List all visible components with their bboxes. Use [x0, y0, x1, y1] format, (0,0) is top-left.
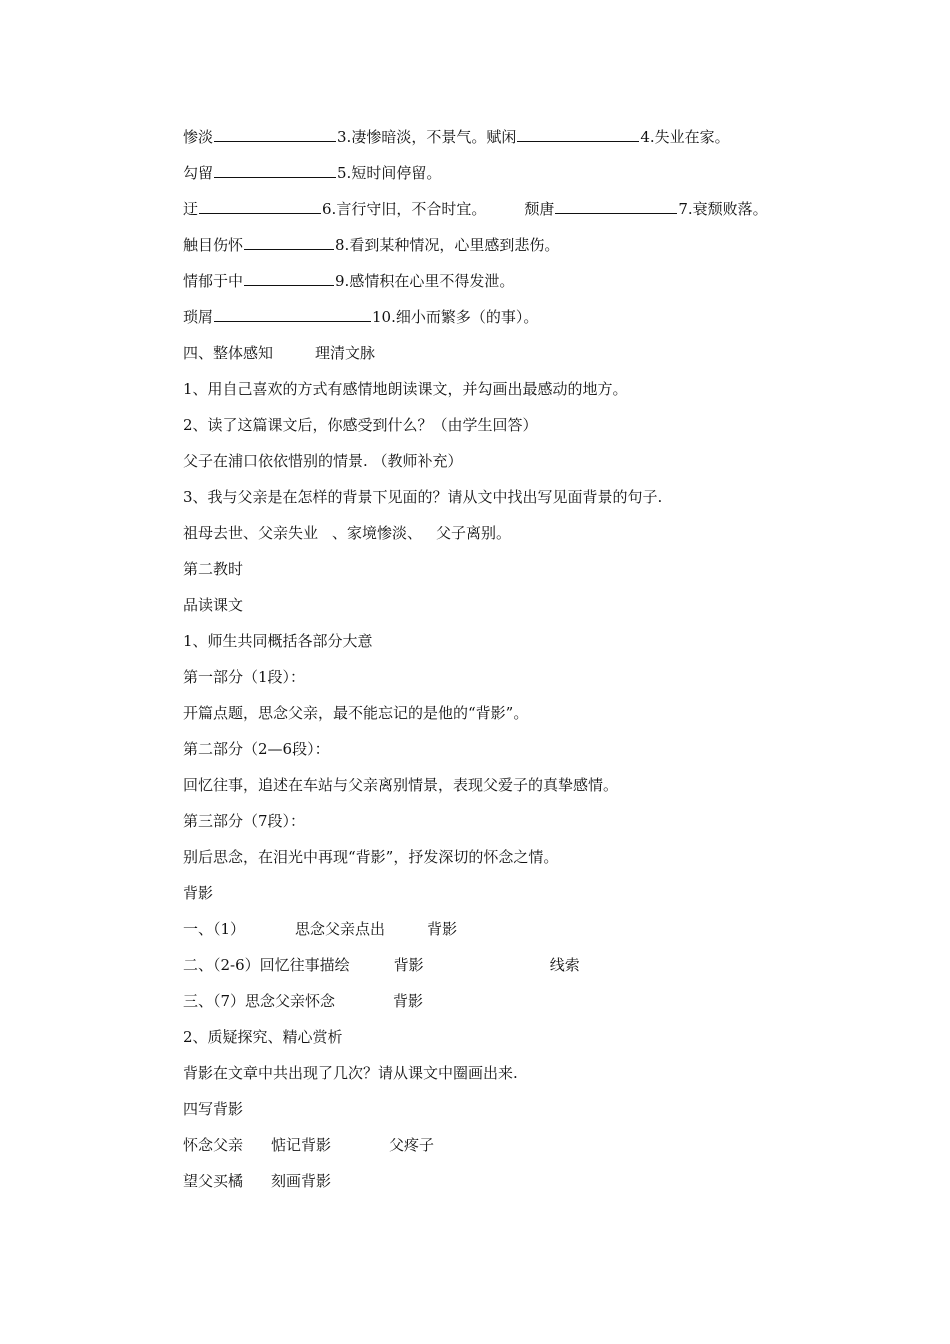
- vocab-term: 赋闲: [486, 128, 517, 146]
- outline-cell: 三、（7）思念父亲怀念: [183, 992, 336, 1010]
- vocab-definition: 4.失业在家。: [640, 128, 730, 146]
- outline-row-2: [183, 955, 580, 975]
- vocab-definition: 6.言行守旧，不合时宜。: [322, 200, 487, 218]
- outline-cell: 一、（1）: [183, 920, 246, 938]
- answer-2: 父子在浦口依依惜别的情景. （教师补充）: [183, 452, 463, 470]
- fill-blank[interactable]: [555, 199, 677, 214]
- fill-blank[interactable]: [214, 127, 336, 142]
- vocab-term: 迂: [183, 200, 199, 218]
- outline-cell: 线索: [549, 956, 580, 974]
- section-title-part: 理清文脉: [315, 344, 376, 362]
- item-2-question: 背影在文章中共出现了几次？请从课文中圈画出来.: [183, 1064, 518, 1082]
- summary-cell: 惦记背影: [271, 1136, 332, 1154]
- vocab-row-3: [183, 199, 768, 219]
- outline-cell: 背影: [393, 992, 424, 1010]
- fill-blank[interactable]: [199, 199, 321, 214]
- item-1-title: 1、师生共同概括各部分大意: [183, 632, 373, 650]
- item-2-title: 2、质疑探究、精心赏析: [183, 1028, 343, 1046]
- vocab-definition: 7.衰颓败落。: [678, 200, 768, 218]
- vocab-definition: 3.凄惨暗淡，不景气。: [337, 128, 487, 146]
- lesson-subheading: 品读课文: [183, 596, 244, 614]
- summary-cell: 父疼子: [389, 1136, 435, 1154]
- outline-cell: 背影: [393, 956, 424, 974]
- vocab-row-4: [183, 235, 559, 255]
- part-1-title: 第一部分（1段）：: [183, 668, 306, 686]
- item-2-row-2: [183, 1171, 331, 1191]
- outline-cell: 背影: [427, 920, 458, 938]
- answer-part: 、家境惨淡、: [332, 524, 423, 542]
- vocab-term: 琐屑: [183, 308, 214, 326]
- vocab-row-1: [183, 127, 730, 147]
- item-2-subheading: 四写背影: [183, 1100, 244, 1118]
- summary-cell: 怀念父亲: [183, 1136, 244, 1154]
- part-2-text: 回忆往事，追述在车站与父亲离别情景，表现父爱子的真挚感情。: [183, 776, 619, 794]
- question-2: 2、读了这篇课文后，你感受到什么？（由学生回答）: [183, 416, 538, 434]
- vocab-definition: 10.细小而繁多（的事）。: [372, 308, 539, 326]
- vocab-row-2: [183, 163, 441, 183]
- vocab-term: 情郁于中: [183, 272, 244, 290]
- fill-blank[interactable]: [244, 235, 334, 250]
- item-2-row-1: [183, 1135, 434, 1155]
- answer-3: [183, 523, 511, 543]
- outline-row-1: [183, 919, 457, 939]
- vocab-definition: 8.看到某种情况，心里感到悲伤。: [335, 236, 560, 254]
- fill-blank[interactable]: [214, 163, 336, 178]
- vocab-term: 颓唐: [524, 200, 555, 218]
- vocab-row-5: [183, 271, 514, 291]
- fill-blank[interactable]: [244, 271, 334, 286]
- answer-part: 祖母去世、父亲失业: [183, 524, 319, 542]
- vocab-term: 勾留: [183, 164, 214, 182]
- vocab-row-6: [183, 307, 538, 327]
- outline-row-3: [183, 991, 423, 1011]
- vocab-term: 触目伤怀: [183, 236, 244, 254]
- question-3: 3、我与父亲是在怎样的背景下见面的？请从文中找出写见面背景的句子.: [183, 488, 663, 506]
- part-3-text: 别后思念，在泪光中再现“背影”，抒发深切的怀念之情。: [183, 848, 559, 866]
- outline-cell: 思念父亲点出: [295, 920, 386, 938]
- fill-blank[interactable]: [517, 127, 639, 142]
- vocab-term: 惨淡: [183, 128, 214, 146]
- section-title-part: 四、整体感知: [183, 344, 274, 362]
- question-1: 1、用自己喜欢的方式有感情地朗读课文，并勾画出最感动的地方。: [183, 380, 628, 398]
- outline-title: 背影: [183, 884, 214, 902]
- vocab-definition: 9.感情积在心里不得发泄。: [335, 272, 515, 290]
- fill-blank[interactable]: [214, 307, 371, 322]
- vocab-definition: 5.短时间停留。: [337, 164, 442, 182]
- lesson-heading: 第二教时: [183, 560, 244, 578]
- part-2-title: 第二部分（2—6段）：: [183, 740, 330, 758]
- part-3-title: 第三部分（7段）：: [183, 812, 306, 830]
- outline-cell: 二、（2-6）回忆往事描绘: [183, 956, 350, 974]
- summary-cell: 望父买橘: [183, 1172, 244, 1190]
- part-1-text: 开篇点题，思念父亲，最不能忘记的是他的“背影”。: [183, 704, 529, 722]
- answer-part: 父子离别。: [436, 524, 512, 542]
- summary-cell: 刻画背影: [271, 1172, 332, 1190]
- section-heading: [183, 343, 375, 363]
